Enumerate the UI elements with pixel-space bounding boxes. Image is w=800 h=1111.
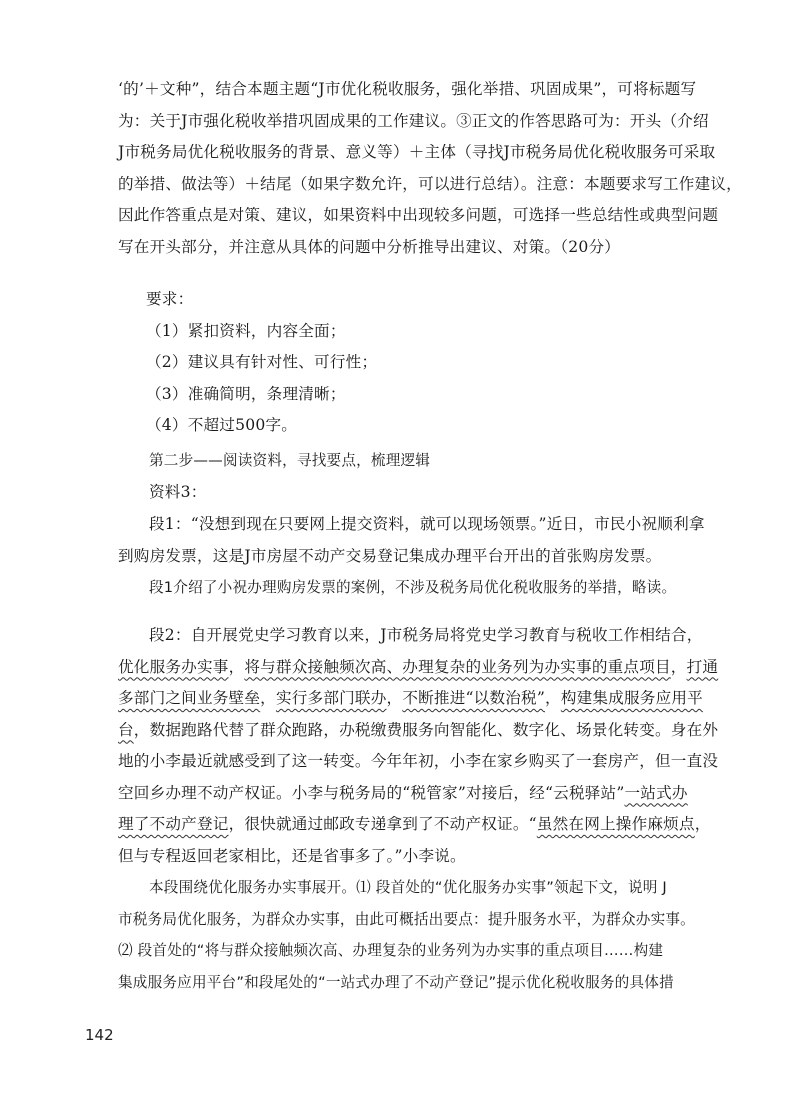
requirements-list: [118, 284, 690, 442]
text-line: 但与专程返回老家相比，还是省事多了。”小李说。: [118, 846, 466, 865]
text-fragment: ，: [260, 689, 276, 707]
material-paragraph-2: [118, 620, 719, 872]
material-label: 资料3：: [149, 482, 207, 501]
answer-guide-paragraph: [118, 74, 742, 263]
text-line: 段2：自开展党史学习教育以来，J市税务局将党史学习教育与税收工作相结合，: [149, 626, 703, 644]
text-line: 的举措、做法等）＋结尾（如果字数允许，可以进行总结）。注意：本题要求写工作建议，: [118, 174, 742, 193]
text-line: 市税务局优化服务，为群众办实事，由此可概括出要点：提升服务水平，为群众办实事。: [118, 910, 695, 928]
text-line: [118, 809, 711, 841]
text-fragment: ，: [694, 815, 711, 833]
text-fragment: ，数据跑路代替了群众跑路，办税缴费服务向智能化、数字化、场景化转变。身在外: [133, 720, 719, 739]
underlined-phrase: 实行多部门联办: [275, 689, 387, 707]
analysis-note: 段1介绍了小祝办理购房发票的案例，不涉及税务局优化税收服务的举措，略读。: [149, 579, 677, 596]
underlined-phrase: 不断推进“以数治税”: [402, 689, 546, 707]
text-line: 因此作答重点是对策、建议，如果资料中出现较多问题，可选择一些总结性或典型问题: [118, 206, 719, 224]
text-line: J市税务局优化税收服务的背景、意义等）＋主体（寻找J市税务局优化税收服务可采取: [118, 143, 716, 161]
analysis-paragraph: [118, 872, 695, 998]
text-fragment: ，: [386, 689, 403, 707]
text-fragment: ，很快就通过邮政专递拿到了不动产权证。“: [228, 815, 537, 833]
text-line: 段1：“没想到现在只要网上提交资料，就可以现场领票。”近日，市民小祝顺利拿: [149, 515, 705, 533]
page-number: 142: [85, 1026, 114, 1044]
underlined-phrase: 台: [118, 720, 134, 739]
underlined-phrase: 优化服务办实事: [118, 657, 229, 676]
requirement-item: （3）准确简明，条理清晰；: [146, 384, 346, 403]
text-line: 为：关于J市强化税收举措巩固成果的工作建议。③正文的作答思路可为：开头（介绍: [118, 111, 709, 130]
text-line: ⑵ 段首处的“将与群众接触频次高、办理复杂的业务列为办实事的重点项目……构建: [118, 942, 664, 959]
text-line: [118, 715, 719, 747]
text-fragment: ，: [228, 657, 245, 676]
underlined-phrase: 构建集成服务应用平: [560, 689, 703, 707]
text-line: 本段围绕优化服务办实事展开。⑴ 段首处的“优化服务办实事”领起下文，说明 J: [149, 879, 667, 896]
underlined-phrase: 理了不动产登记: [118, 815, 229, 833]
text-fragment: ，: [670, 657, 687, 676]
text-line: 到购房发票，这是J市房屋不动产交易登记集成办理平台开出的首张购房发票。: [118, 546, 662, 565]
step-section: [118, 445, 690, 508]
underlined-phrase: 虽然在网上操作麻烦点: [536, 815, 695, 833]
text-fragment: 空回乡办理不动产权证。小李与税务局的“税管家”对接后，经“云税驿站”: [118, 783, 625, 802]
material-paragraph-1: [118, 509, 705, 604]
underlined-phrase: 将与群众接触频次高、办理复杂的业务列为办实事的重点项目: [244, 657, 671, 676]
underlined-phrase: 打通: [686, 657, 719, 676]
requirements-title: 要求：: [146, 290, 194, 308]
underlined-phrase: 一站式办: [624, 783, 688, 802]
underlined-phrase: 多部门之间业务壁垒: [118, 689, 261, 707]
text-line: ‘的’＋文种”，结合本题主题“J市优化税收服务，强化举措、巩固成果”，可将标题写: [118, 80, 697, 98]
requirement-item: （4）不超过500字。: [146, 416, 298, 434]
text-line: 地的小李最近就感受到了这一转变。今年年初，小李在家乡购买了一套房产，但一直没: [118, 752, 719, 770]
text-fragment: ，: [545, 689, 561, 707]
text-line: [118, 778, 690, 810]
requirement-item: （2）建议具有针对性、可行性；: [146, 353, 378, 371]
text-line: [118, 652, 719, 684]
text-line: 写在开头部分，并注意从具体的问题中分析推导出建议、对策。（20分）: [118, 237, 621, 256]
step-heading: 第二步——阅读资料，寻找要点，梳理逻辑: [149, 452, 431, 469]
requirement-item: （1）紧扣资料，内容全面；: [146, 321, 346, 340]
text-line: 集成服务应用平台”和段尾处的“一站式办理了不动产登记”提示优化税收服务的具体措: [118, 973, 674, 991]
text-line: [118, 683, 703, 715]
